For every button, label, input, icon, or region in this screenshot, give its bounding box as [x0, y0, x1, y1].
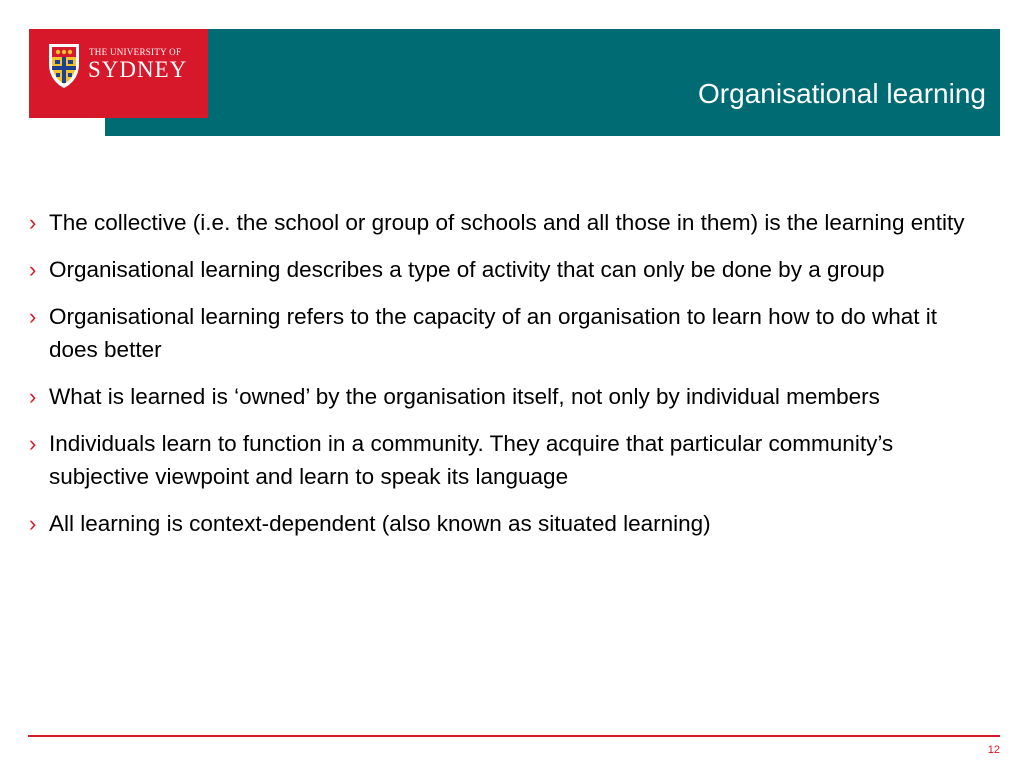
bullet-marker: ›	[29, 210, 37, 235]
bullet-marker: ›	[29, 511, 37, 536]
bullet-marker: ›	[29, 431, 37, 456]
logo-big-text: SYDNEY	[88, 57, 188, 82]
bullet-item	[28, 300, 988, 366]
bullet-text: All learning is context-dependent (also known as situated learning)	[49, 511, 711, 536]
bullet-item	[28, 507, 988, 540]
bullet-marker: ›	[29, 384, 37, 409]
bullet-text: The collective (i.e. the school or group of schools and all those in them) is the learning entity	[49, 210, 965, 235]
bullet-list	[28, 206, 988, 554]
bullet-item	[28, 427, 988, 493]
logo-small-text: THE UNIVERSITY OF	[89, 47, 182, 57]
bullet-item	[28, 253, 988, 286]
page-number: 12	[987, 744, 1000, 756]
university-logo	[29, 29, 208, 118]
bullet-marker: ›	[29, 304, 37, 329]
bullet-marker: ›	[29, 257, 37, 282]
bullet-text: What is learned is ‘owned’ by the organisation itself, not only by individual members	[49, 384, 880, 409]
crest-icon	[46, 42, 82, 90]
bullet-text: Organisational learning refers to the capacity of an organisation to learn how to do what it does better	[49, 304, 938, 362]
bullet-text: Individuals learn to function in a community. They acquire that particular community’s subjective viewpoint and learn to speak its language	[49, 431, 894, 489]
bullet-text: Organisational learning describes a type of activity that can only be done by a group	[49, 257, 885, 282]
slide-title: Organisational learning	[698, 78, 986, 109]
bullet-item	[28, 380, 988, 413]
footer-divider	[28, 735, 1000, 737]
bullet-item	[28, 206, 988, 239]
title-bar	[105, 29, 1000, 136]
